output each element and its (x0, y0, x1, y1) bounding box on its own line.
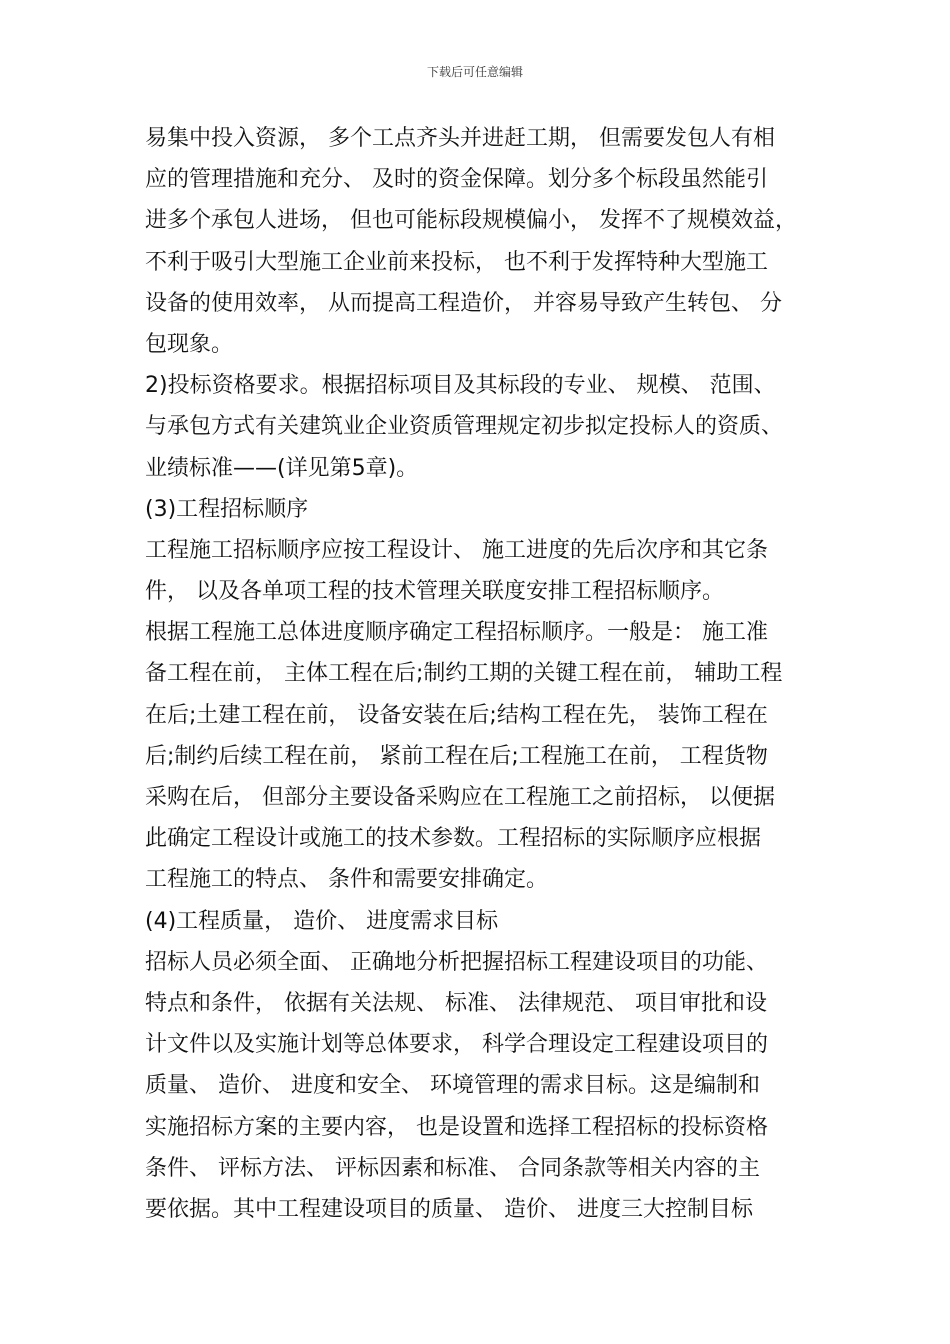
text-line: 应的管理措施和充分、 及时的资金保障。划分多个标段虽然能引 (145, 167, 768, 193)
text-line: 件， 以及各单项工程的技术管理关联度安排工程招标顺序。 (145, 579, 724, 605)
text-line: 招标人员必须全面、 正确地分析把握招标工程建设项目的功能、 (145, 949, 768, 975)
text-line: 与承包方式有关建筑业企业资质管理规定初步拟定投标人的资质、 (145, 414, 784, 440)
text-line: 工程施工的特点、 条件和需要安排确定。 (145, 867, 548, 893)
text-line: 质量、 造价、 进度和安全、 环境管理的需求目标。这是编制和 (145, 1073, 760, 1099)
text-line: 在后;土建工程在前， 设备安装在后;结构工程在先， 装饰工程在 (145, 702, 768, 728)
text-line: 此确定工程设计或施工的技术参数。工程招标的实际顺序应根据 (145, 826, 762, 852)
section-heading: (3)工程招标顺序 (145, 496, 309, 522)
text-line: 备工程在前， 主体工程在后;制约工期的关键工程在前， 辅助工程 (145, 661, 783, 687)
page-header: 下载后可任意编辑 (426, 65, 523, 79)
text-line: 根据工程施工总体进度顺序确定工程招标顺序。一般是： 施工准 (145, 620, 768, 646)
text-line: 特点和条件， 依据有关法规、 标准、 法律规范、 项目审批和设 (145, 990, 767, 1016)
text-line: 包现象。 (145, 331, 234, 357)
text-line: 后;制约后续工程在前， 紧前工程在后;工程施工在前， 工程货物 (145, 743, 768, 769)
text-line: 设备的使用效率， 从而提高工程造价， 并容易导致产生转包、 分 (145, 290, 782, 316)
text-line: 计文件以及实施计划等总体要求， 科学合理设定工程建设项目的 (145, 1032, 768, 1058)
text-line: 采购在后， 但部分主要设备采购应在工程施工之前招标， 以便据 (145, 785, 775, 810)
text-line: 不利于吸引大型施工企业前来投标， 也不利于发挥特种大型施工 (145, 249, 768, 275)
text-line: 进多个承包人进场， 但也可能标段规模偏小， 发挥不了规模效益， (145, 208, 797, 234)
text-line: 条件、 评标方法、 评标因素和标准、 合同条款等相关内容的主 (145, 1155, 760, 1181)
section-heading: (4)工程质量， 造价、 进度需求目标 (145, 908, 499, 934)
text-line: 实施招标方案的主要内容， 也是设置和选择工程招标的投标资格 (145, 1114, 768, 1140)
text-line: 易集中投入资源， 多个工点齐头并进赶工期， 但需要发包人有相 (145, 126, 775, 151)
text-line: 2)投标资格要求。根据招标项目及其标段的专业、 规模、 范围、 (145, 373, 776, 399)
text-line: 工程施工招标顺序应按工程设计、 施工进度的先后次序和其它条 (145, 537, 768, 563)
text-line: 要依据。其中工程建设项目的质量、 造价、 进度三大控制目标 (145, 1196, 753, 1222)
document-body (145, 118, 835, 1230)
text-line: 业绩标准——(详见第5章)。 (145, 455, 419, 481)
